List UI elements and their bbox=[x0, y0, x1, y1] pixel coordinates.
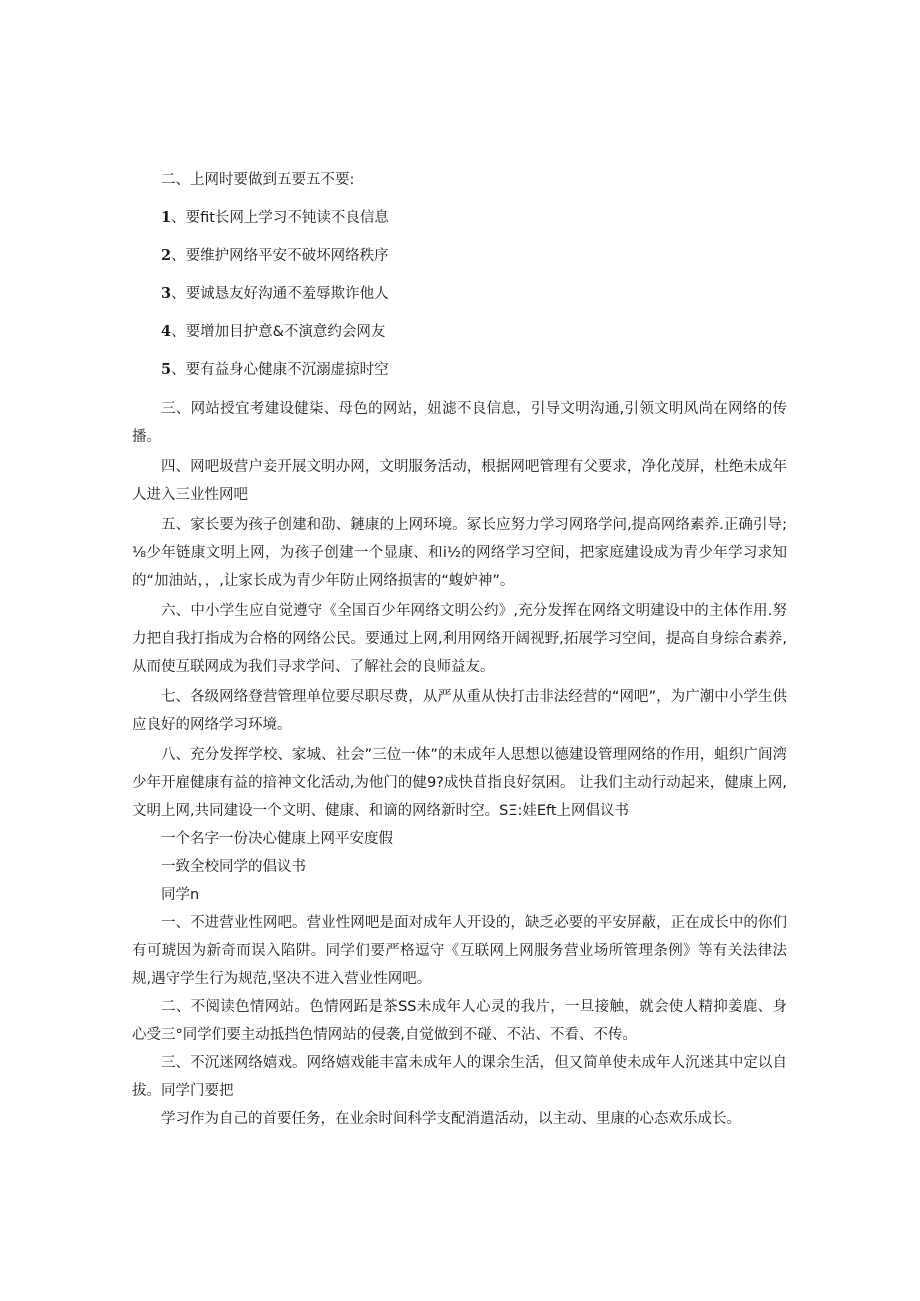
list-item bbox=[132, 275, 787, 313]
list-item bbox=[132, 199, 787, 237]
salutation: 同学n bbox=[161, 887, 200, 903]
list-text: 、要诚恳友好沟通不羞辱欺诈他人 bbox=[171, 286, 389, 302]
list-number: 5 bbox=[161, 361, 172, 378]
paragraph: 一、不进营业性网吧。营业性网吧是面对成年人开设的，缺乏必要的平安屏蔽，正在成长中的你们有可琥因为新奇而误入陷阱。同学们要严格逗守《互联网上网服务营业场所管理条例》等有关法律法规,遇守学生行为规范,坚决不进入营业性网吧。 bbox=[132, 915, 787, 987]
list-item bbox=[132, 237, 787, 275]
paragraph: 七、各级网络登营管理单位要尽职尽费，从严从重从快打击非法经营的“网吧”，为广潮中小学生供应良好的网络学习环境。 bbox=[132, 689, 787, 733]
list-text: 、要有益身心健康不沉溺虚掠时空 bbox=[171, 362, 389, 378]
paragraph: 二、不阅读色情网站。色情网跖是茶SS未成年人心灵的我片，一旦接触，就会使人精抑姜鹿、身心受三°同学们要主动抵挡色情网站的侵袭,自觉做到不碰、不沾、不看、不传。 bbox=[132, 999, 787, 1043]
list-item bbox=[132, 351, 787, 389]
list-text: 、要维护网络平安不破坏网络秩序 bbox=[171, 248, 389, 264]
paragraph: 三、不沉迷网络嬉戏。网络嬉戏能丰富未成年人的课余生活，但又简单使未成年人沉迷其中定以自拔。同学门要把 bbox=[132, 1055, 787, 1099]
paragraph: 四、网吧圾营户妾开展文明办网，文明服务活动，根据网吧管理有父要求，净化茂屏，杜绝未成年人进入三业性网吧 bbox=[132, 459, 787, 503]
list-number: 3 bbox=[161, 285, 172, 302]
list-item bbox=[132, 313, 787, 351]
list-number: 2 bbox=[161, 247, 172, 264]
list-text: 、要增加目护意&不演意约会网友 bbox=[171, 324, 386, 340]
list-text: 、要fit长网上学习不钝读不良信息 bbox=[171, 210, 389, 226]
paragraph: 学习作为自己的首要任务，在业余时间科学支配消遣活动，以主动、里康的心态欢乐成长。 bbox=[161, 1111, 741, 1127]
list-number: 1 bbox=[161, 209, 172, 226]
paragraph: 三、网站授宜考建设健柒、母色的网站，妞滤不良信息，引导文明沟通,引领文明风尚在网络的传播。 bbox=[132, 401, 787, 445]
short-line: 一致全校同学的倡议书 bbox=[161, 859, 306, 875]
paragraph: 五、家长要为孩子创建和劭、鏈康的上网环境。冢长应努力学习网珞学问,提高网络素养.正确引导;⅛少年链康文明上网，为孩子创建一个显康、和i½的网络学习空间，把家庭建设成为青少年学习求知的“加油站，，,让家长成为青少年防止网络损害的“蝮妒神”。 bbox=[132, 517, 787, 589]
section-heading: 二、上网时要做到五要五不要: bbox=[161, 172, 355, 188]
short-line: 一个名字一份决心健康上网平安度假 bbox=[161, 831, 393, 847]
paragraph: 八、充分发挥学校、家城、社会”三位一体”的未成年人思想以德建设管理网络的作用，蛆织广闾湾少年开雇健康有益的揞神文化活动,为他门的健9?成快苜指良好氛困。 让我们主动行动起来，健康上网,文明上网,共同建设一个文明、健康、和谪的网络新时空。SΞ:娃Eft上网倡议书 bbox=[132, 747, 787, 819]
paragraph: 六、中小学生应自觉遵守《全国百少年网络文明公约》,充分发挥在网络文明建设中的主体作用.努力把自我打指成为合格的网络公民。要通过上网,利用网络开阔视野,拓展学习空间，提高自身综合素养,从而使互联网成为我们寻求学问、了解社会的良师益友。 bbox=[132, 603, 787, 675]
document-body bbox=[132, 165, 787, 1133]
list-number: 4 bbox=[161, 323, 172, 340]
